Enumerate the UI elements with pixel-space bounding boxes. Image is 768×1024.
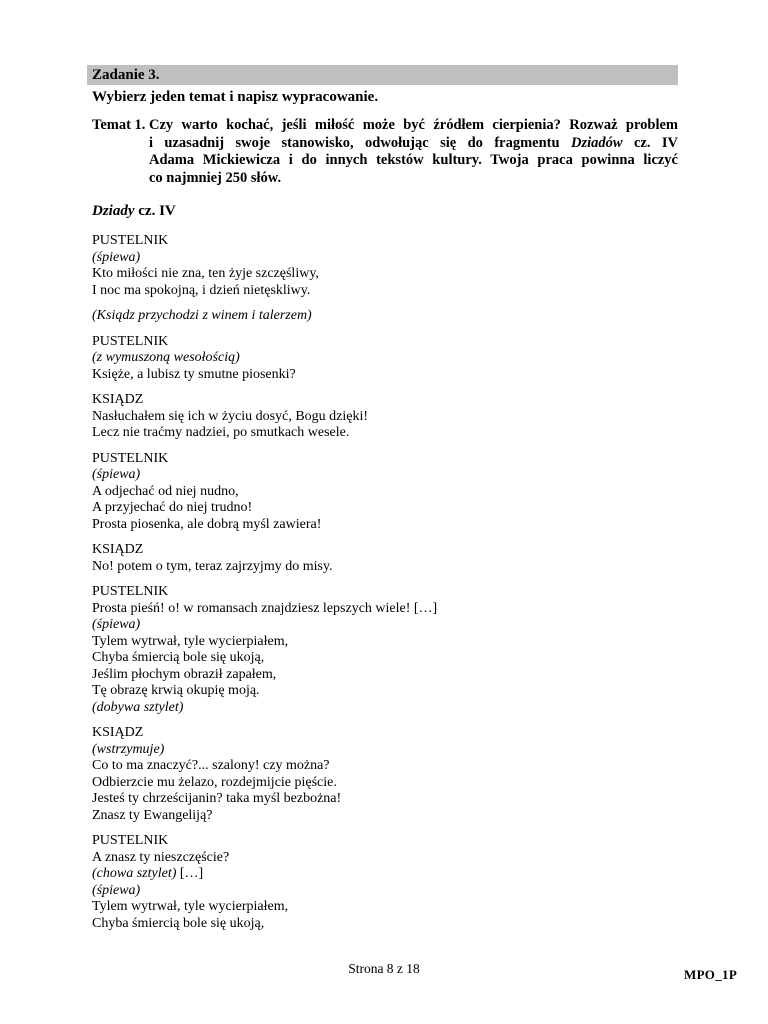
speaker-line: PUSTELNIK (92, 450, 169, 466)
stage-direction: (Ksiądz przychodzi z winem i talerzem) (92, 308, 312, 323)
stage-direction: (śpiewa) (92, 882, 141, 898)
verse-line: Odbierzcie mu żelazo, rozdejmijcie pięście. (92, 774, 337, 790)
speaker-line: PUSTELNIK (92, 233, 169, 248)
essay-topic-label: Temat 1. (92, 117, 146, 133)
verse-line: Znasz ty Ewangeliją? (92, 807, 213, 823)
essay-topic-block (92, 117, 678, 187)
speaker-line: KSIĄDZ (92, 542, 144, 557)
exam-sheet-code: MPO_1P (684, 967, 738, 982)
verse-line: Jeślim płochym obraził zapałem, (92, 666, 277, 682)
verse-line: Lecz nie traćmy nadziei, po smutkach wesele. (92, 425, 350, 440)
verse-line: Tylem wytrwał, tyle wycierpiałem, (92, 899, 289, 914)
source-work-title (92, 202, 678, 220)
source-title-italic: Dziady (92, 203, 135, 219)
stage-direction: (dobywa sztylet) (92, 699, 184, 715)
source-title-rest: cz. IV (134, 203, 176, 219)
verse-line: No! potem o tym, teraz zajrzyjmy do misy. (92, 558, 333, 574)
verse-line: I noc ma spokojną, i dzień nietęskliwy. (92, 282, 311, 298)
stage-direction: (z wymuszoną wesołością) (92, 350, 240, 365)
stanza (92, 833, 678, 932)
stage-direction-with-ellipsis: (chowa sztylet) […] (92, 866, 204, 881)
speaker-line: KSIĄDZ (92, 725, 144, 740)
topic-line: Adama Mickiewicza i do innych tekstów kultury. Twoja praca powinna liczyć (149, 152, 678, 168)
stage-direction: (wstrzymuje) (92, 741, 165, 757)
stanza (92, 308, 678, 325)
document-content (87, 65, 678, 932)
topic-line: co najmniej 250 słów. (149, 169, 282, 186)
work-title-inline: Dziadów (570, 134, 623, 151)
stanza (92, 542, 678, 575)
stanza (92, 233, 678, 299)
verse-line: Kto miłości nie zna, ten żyje szczęśliwy, (92, 266, 319, 281)
stanza (92, 334, 678, 384)
task-header-bar (87, 65, 678, 85)
speaker-line: PUSTELNIK (92, 833, 169, 848)
speaker-line: PUSTELNIK (92, 333, 169, 349)
verse-line: Nasłuchałem się ich w życiu dosyć, Bogu dzięki! (92, 408, 369, 424)
verse-line: A odjechać od niej nudno, (92, 483, 239, 499)
stage-direction: (śpiewa) (92, 249, 141, 265)
verse-line: Księże, a lubisz ty smutne piosenki? (92, 366, 296, 382)
stage-direction: (śpiewa) (92, 467, 141, 482)
topic-line: Czy warto kochać, jeśli miłość może być źródłem cierpienia? Rozważ problem (149, 117, 678, 133)
verse-line: A przyjechać do niej trudno! (92, 500, 253, 515)
stage-direction: (śpiewa) (92, 617, 141, 632)
essay-topic-text (149, 117, 678, 187)
verse-line: Tę obrazę krwią okupię moją. (92, 683, 260, 698)
verse-line: Tylem wytrwał, tyle wycierpiałem, (92, 633, 289, 649)
page-number: Strona 8 z 18 (348, 961, 420, 976)
task-instruction: Wybierz jeden temat i napisz wypracowanie. (92, 89, 379, 105)
verse-line: Co to ma znaczyć?... szalony! czy można? (92, 758, 330, 773)
verse-line: Prosta piosenka, ale dobrą myśl zawiera! (92, 516, 322, 532)
verse-line: Prosta pieśń! o! w romansach znajdziesz lepszych wiele! […] (92, 600, 438, 616)
speaker-line: KSIĄDZ (92, 392, 144, 407)
verse-line: Chyba śmiercią bole się ukoją, (92, 650, 265, 665)
task-header-label: Zadanie 3. (92, 67, 160, 83)
verse-line: Jesteś ty chrześcijanin? taka myśl bezbożna! (92, 791, 342, 806)
play-excerpt (92, 233, 678, 932)
verse-line: A znasz ty nieszczęście? (92, 849, 230, 865)
verse-line: Chyba śmiercią bole się ukoją, (92, 915, 265, 931)
stanza (92, 451, 678, 534)
speaker-line: PUSTELNIK (92, 584, 169, 599)
topic-line: i uzasadnij swoje stanowisko, odwołując się do fragmentu Dziadów cz. IV (149, 134, 679, 151)
stanza (92, 725, 678, 824)
stanza (92, 584, 678, 716)
stanza (92, 392, 678, 442)
